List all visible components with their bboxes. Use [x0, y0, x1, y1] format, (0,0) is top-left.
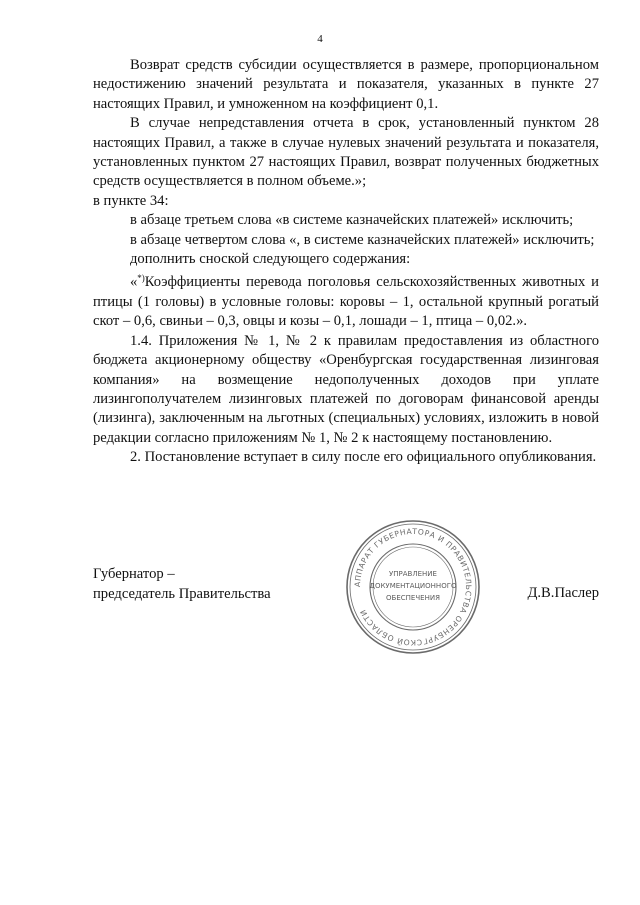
seal-center-line2: ДОКУМЕНТАЦИОННОГО [369, 582, 457, 590]
paragraph-footnote-intro: дополнить сноской следующего содержания: [130, 251, 411, 268]
page-number: 4 [317, 33, 323, 45]
signatory-name: Д.В.Паслер [527, 585, 599, 601]
paragraph-report-failure: В случае непредставления отчета в срок, установленный пунктом 28 настоящих Правил, а также в случае нулевых значений результата и показателя, установленных пунктом 27 настоящих Правил, возврат полученных бюджетных средств осуществляется в полном объеме.»; [93, 115, 599, 190]
paragraph-appendices: 1.4. Приложения № 1, № 2 к правилам предоставления из областного бюджета акционерному обществу «Оренбургская государственная лизинговая компания» на возмещение недополученных доходов при уплате лизингополучателем лизинговых платежей по договорам финансовой аренды (лизинга), заключенным на льготных (специальных) условиях, изложить в новой редакции согласно приложениям № 1, № 2 к настоящему постановлению. [93, 332, 599, 446]
signatory-position-line2: председатель Правительства [93, 585, 271, 602]
paragraph-clause-34: в пункте 34: [93, 192, 169, 209]
official-seal [344, 518, 482, 656]
paragraph-refund-amount: Возврат средств субсидии осуществляется в размере, пропорциональном недостижению значений результата и показателя, указанных в пункте 27 настоящих Правил, и умноженном на коэффициент 0,1. [93, 57, 599, 112]
footnote-marker: *) [137, 273, 145, 284]
document-body [93, 56, 599, 468]
seal-center-line1: УПРАВЛЕНИЕ [389, 570, 437, 578]
footnote-open-quote: « [130, 274, 138, 291]
paragraph-entry-into-force: 2. Постановление вступает в силу после его официального опубликования. [130, 449, 597, 466]
signatory-position [93, 565, 271, 604]
seal-center-line3: ОБЕСПЕЧЕНИЯ [386, 594, 440, 602]
seal-ring-text: АППАРАТ ГУБЕРНАТОРА И ПРАВИТЕЛЬСТВА ОРЕНБУРГСКОЙ ОБЛАСТИ [352, 526, 474, 648]
paragraph-fourth-abzac: в абзаце четвертом слова «, в системе казначейских платежей» исключить; [130, 231, 595, 248]
signatory-position-line1: Губернатор – [93, 566, 175, 582]
paragraph-footnote-coefficients [93, 269, 599, 331]
footnote-text: Коэффициенты перевода поголовья сельскохозяйственных животных и птицы (1 головы) в условные головы: коровы – 1, остальной крупный рогатый скот – 0,6, свиньи – 0,3, овцы и козы – 0,1, лошади – 1, птица – 0,02.». [93, 274, 599, 330]
paragraph-third-abzac: в абзаце третьем слова «в системе казначейских платежей» исключить; [130, 212, 574, 229]
